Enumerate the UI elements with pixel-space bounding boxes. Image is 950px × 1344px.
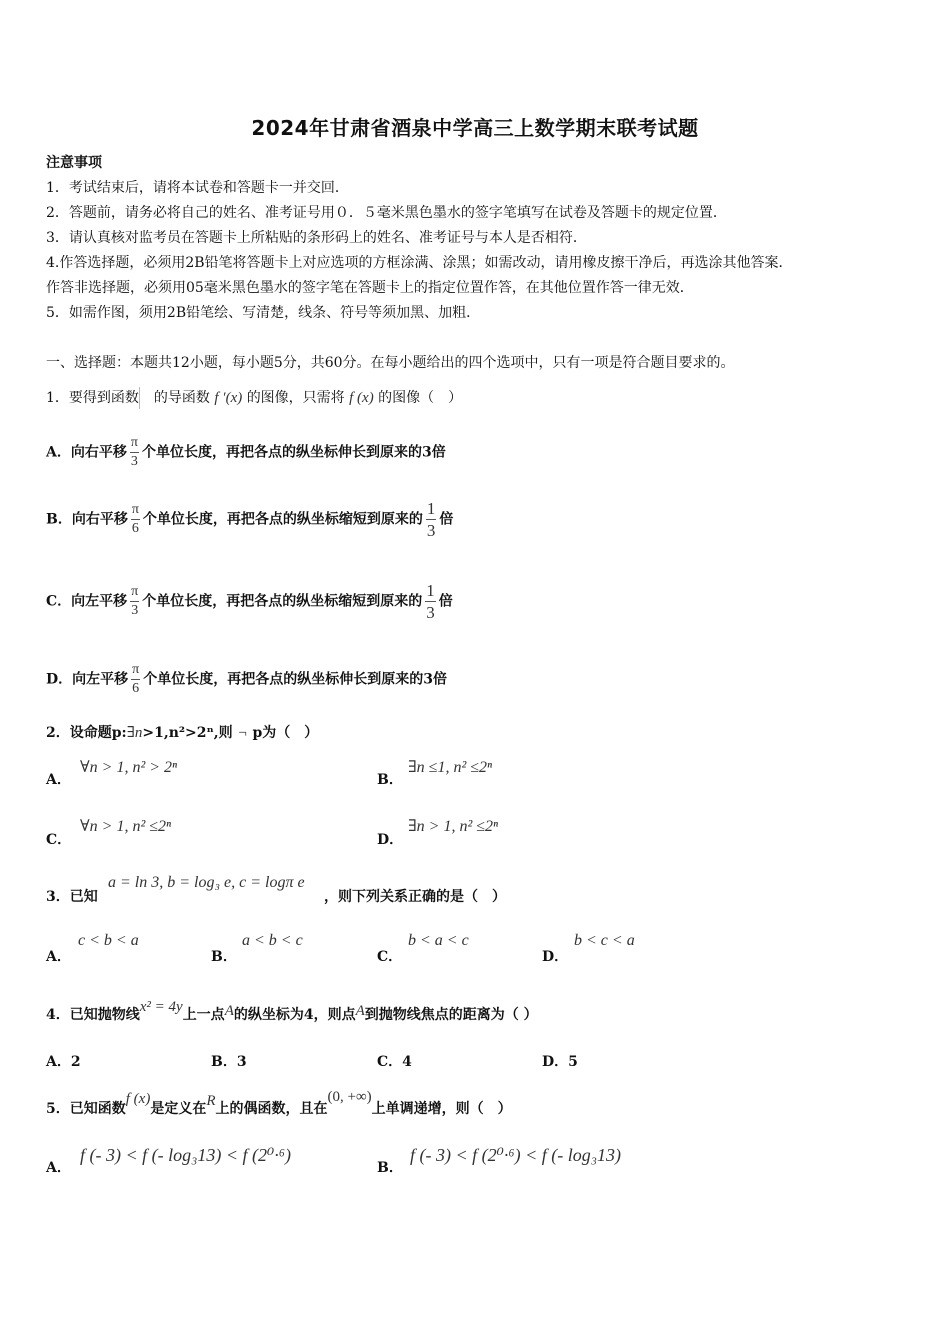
fraction-numerator: π: [131, 663, 140, 680]
q1-text: 的图像，只需将: [246, 390, 345, 406]
notice-item: 4.作答选择题，必须用2B铅笔将答题卡上对应选项的方框涂满、涂黑；如需改动，请用橡皮擦干净后，再选涂其他答案．: [46, 255, 793, 271]
q4-option-c[interactable]: [377, 1051, 412, 1071]
q4-option-a[interactable]: [46, 1051, 81, 1071]
q4-parabola-formula: x² = 4y: [139, 999, 183, 1015]
option-label: B．: [377, 1160, 403, 1176]
fraction: [130, 436, 139, 469]
fraction-numerator: π: [131, 503, 140, 520]
q2-negation-symbol: ¬: [237, 725, 248, 741]
option-label: A．: [46, 1054, 71, 1070]
q1-text: 的导函数: [153, 390, 210, 406]
option-value: 5: [568, 1054, 578, 1070]
q5-option-a[interactable]: [46, 1157, 71, 1177]
q2-option-b[interactable]: [377, 769, 403, 789]
option-label: A．: [46, 444, 71, 461]
option-label: C．: [46, 832, 72, 848]
option-label: B．: [211, 949, 237, 965]
q4-option-b[interactable]: [211, 1051, 247, 1071]
option-text: 向右平移: [70, 444, 127, 461]
q1-option-c[interactable]: [46, 582, 453, 621]
page-title: 2024年甘肃省酒泉中学高三上数学期末联考试题: [251, 116, 699, 140]
notice-item: 1．考试结束后，请将本试卷和答题卡一并交回．: [46, 180, 349, 196]
q5-interval: (0, +∞): [327, 1089, 372, 1105]
q5-option-a-math: f (- 3) < f (- log₃13) < f (2⁰·⁶): [80, 1145, 291, 1165]
q3-option-b[interactable]: [211, 946, 237, 966]
q1-option-d[interactable]: [46, 663, 447, 696]
fraction-denominator: 3: [131, 603, 139, 618]
notice-item: 5．如需作图，须用2B铅笔绘、写清楚，线条、符号等须加黑、加粗．: [46, 305, 481, 321]
fraction-denominator: 6: [131, 521, 139, 536]
fraction-numerator: π: [130, 436, 139, 453]
question-5-stem: [46, 1089, 512, 1118]
section-heading: 一、选择题：本题共12小题，每小题5分，共60分。在每小题给出的四个选项中，只有一项是符合题目要求的。: [46, 355, 735, 371]
option-text: 个单位长度，再把各点的纵坐标缩短到原来的: [142, 593, 423, 610]
q4-text: 到抛物线焦点的距离为（ ）: [364, 1007, 538, 1023]
fraction-denominator: 6: [132, 681, 140, 696]
q2-option-a-math: ∀n > 1, n² > 2ⁿ: [80, 759, 178, 776]
fraction-denominator: 3: [130, 454, 138, 469]
option-label: B．: [46, 511, 72, 528]
question-1-stem: [46, 386, 462, 410]
q5-text: 是定义在: [150, 1101, 207, 1117]
option-value: 3: [236, 1054, 247, 1070]
option-text: 向左平移: [72, 671, 129, 688]
fraction-numerator: π: [130, 585, 139, 602]
option-text: 个单位长度，再把各点的纵坐标伸长到原来的3倍: [143, 671, 447, 688]
q5-text: 上的偶函数，且在: [215, 1101, 328, 1117]
q4-text: 的纵坐标为4，则点: [233, 1007, 356, 1023]
option-text: 向右平移: [71, 511, 128, 528]
q5-real-set: R: [206, 1093, 216, 1109]
option-label: A．: [46, 949, 71, 965]
q4-text: 4．已知抛物线: [46, 1007, 140, 1023]
fraction: [130, 585, 139, 618]
option-text: 向左平移: [71, 593, 128, 610]
q3-option-c[interactable]: [377, 946, 402, 966]
q2-option-a[interactable]: [46, 769, 71, 789]
q2-exists-symbol: ∃n: [126, 725, 143, 741]
fraction: [131, 503, 140, 536]
option-label: A．: [46, 772, 71, 788]
q4-point-a: A: [224, 1003, 234, 1019]
q3-option-d-math: b < c < a: [574, 932, 635, 949]
notice-item: 3．请认真核对监考员在答题卡上所粘贴的条形码上的姓名、准考证号与本人是否相符．: [46, 230, 587, 246]
option-text: 个单位长度，再把各点的纵坐标缩短到原来的: [142, 511, 423, 528]
q5-option-b-math: f (- 3) < f (2⁰·⁶) < f (- log₃13): [410, 1145, 621, 1165]
notice-item: 作答非选择题，必须用05毫米黑色墨水的签字笔在答题卡上的指定位置作答，在其他位置作答一律无效．: [46, 280, 694, 296]
option-value: 2: [70, 1054, 81, 1070]
q3-question-text: ，则下列关系正确的是（ ）: [324, 889, 506, 905]
q1-option-a[interactable]: [46, 436, 446, 469]
fraction-numerator: 1: [426, 581, 435, 600]
option-label: B．: [211, 1054, 237, 1070]
fraction: [426, 500, 437, 539]
fraction-denominator: 3: [426, 521, 436, 540]
option-value: 4: [402, 1054, 412, 1070]
option-label: D．: [46, 671, 73, 688]
q5-text: 5．已知函数: [46, 1101, 126, 1117]
formula-image-placeholder: [139, 387, 154, 409]
q3-option-d[interactable]: [542, 946, 568, 966]
q2-text: 2．设命题p:: [46, 725, 127, 741]
q2-option-d[interactable]: [377, 829, 403, 849]
option-label: D．: [542, 949, 569, 965]
option-label: C．: [377, 949, 403, 965]
q1-function-formula: f (x): [349, 390, 374, 406]
q3-option-b-math: a < b < c: [242, 932, 303, 949]
fraction-numerator: 1: [426, 499, 436, 518]
q1-derivative-formula: f ′(x): [214, 390, 243, 406]
notice-heading: 注意事项: [46, 155, 102, 171]
q1-text: 的图像（ ）: [378, 390, 463, 406]
q2-option-b-math: ∃n ≤1, n² ≤2ⁿ: [408, 759, 493, 776]
q3-option-a-math: c < b < a: [78, 932, 139, 949]
q5-function-formula: f (x): [125, 1091, 151, 1107]
q3-option-c-math: b < a < c: [408, 932, 469, 949]
q4-option-d[interactable]: [542, 1051, 578, 1071]
fraction-denominator: 3: [426, 603, 435, 622]
q2-text: >1,n²>2ⁿ,则: [142, 725, 233, 741]
q1-text: 1．要得到函数: [46, 390, 139, 406]
option-label: A．: [46, 1160, 71, 1176]
q4-text: 上一点: [182, 1007, 225, 1023]
option-text: 倍: [439, 511, 454, 528]
q1-option-b[interactable]: [46, 500, 453, 539]
q2-option-d-math: ∃n > 1, n² ≤2ⁿ: [408, 818, 499, 835]
q3-option-a[interactable]: [46, 946, 71, 966]
option-label: C．: [377, 1054, 403, 1070]
q2-option-c-math: ∀n > 1, n² ≤2ⁿ: [80, 818, 172, 835]
fraction: [131, 663, 140, 696]
option-label: D．: [542, 1054, 569, 1070]
option-text: 个单位长度，再把各点的纵坐标伸长到原来的3倍: [141, 444, 446, 461]
fraction: [425, 582, 436, 621]
question-2-stem: [46, 722, 318, 742]
question-3-stem: [46, 886, 98, 906]
q3-text: 3．已知: [46, 889, 98, 905]
question-4-stem: [46, 999, 538, 1024]
q5-option-b[interactable]: [377, 1157, 403, 1177]
option-label: C．: [46, 593, 72, 610]
q3-given-formula: a = ln 3, b = log₃ e, c = logπ e: [108, 874, 305, 891]
notice-item: 2．答题前，请务必将自己的姓名、准考证号用０．５毫米黑色墨水的签字笔填写在试卷及答题卡的规定位置．: [46, 205, 727, 221]
option-label: B．: [377, 772, 403, 788]
q2-text: p为（ ）: [252, 725, 319, 741]
q5-text: 上单调递增，则（ ）: [371, 1101, 512, 1117]
option-label: D．: [377, 832, 404, 848]
q4-point-a: A: [355, 1003, 365, 1019]
option-text: 倍: [438, 593, 453, 610]
q2-option-c[interactable]: [46, 829, 71, 849]
